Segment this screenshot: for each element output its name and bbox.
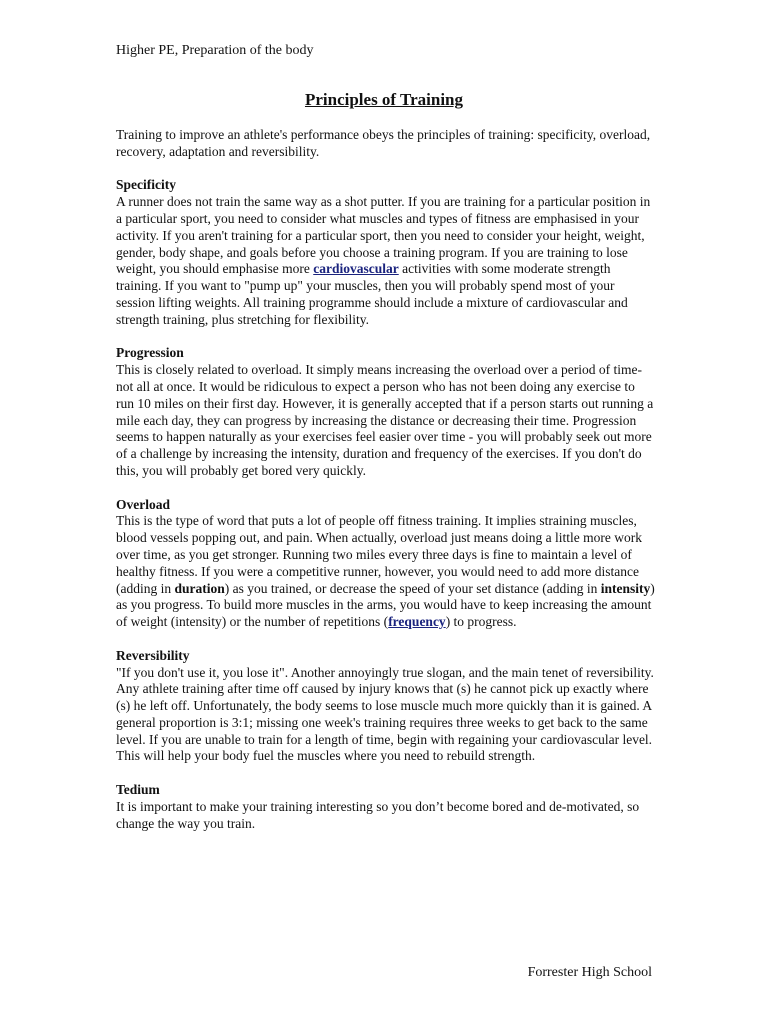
page-header: Higher PE, Preparation of the body xyxy=(116,43,314,58)
section-specificity xyxy=(116,177,656,328)
overload-text-2: ) as you trained, or decrease the speed of your set distance (adding in xyxy=(224,580,601,596)
overload-bold-duration: duration xyxy=(174,580,225,596)
overload-bold-intensity: intensity xyxy=(600,580,651,596)
document-body xyxy=(116,127,656,849)
section-heading-specificity: Specificity xyxy=(116,177,176,193)
section-reversibility xyxy=(116,648,656,766)
specificity-text-1: A runner does not train the same way as a shot putter. If you are training for a particular position in a particular sport, you need to consider what muscles and types of fitness are emphasised in your activity. If you aren't training for a particular sport, then you need to consider your height, weight, gender, body shape, and goals before you choose a training program. If you are training to lose weight, you should emphasise more xyxy=(116,194,651,277)
progression-text: This is closely related to overload. It simply means increasing the overload over a period of time-not all at once. It would be ridiculous to expect a person who has not been doing any exercise to run 10 miles on their first day. However, it is generally accepted that if a person starts out running a mile each day, they can progress by increasing the distance or decreasing their time. Progression seems to happen naturally as your exercises feel easier over time - you will probably seek out more of a challenge by increasing the intensity, duration and frequency of the exercises. If you don't do this, you will probably get bored very quickly. xyxy=(116,362,654,478)
intro-paragraph: Training to improve an athlete's performance obeys the principles of training: specificity, overload, recovery, adaptation and reversibility. xyxy=(116,127,651,159)
section-heading-reversibility: Reversibility xyxy=(116,647,190,663)
cardiovascular-link[interactable]: cardiovascular xyxy=(313,261,399,277)
overload-text-4: ) to progress. xyxy=(445,614,517,630)
frequency-link[interactable]: frequency xyxy=(388,614,446,630)
section-heading-overload: Overload xyxy=(116,496,170,512)
section-heading-progression: Progression xyxy=(116,345,184,361)
tedium-text: It is important to make your training interesting so you don’t become bored and de-motivated, so change the way you train. xyxy=(116,798,640,831)
specificity-text-2: activities with some moderate strength training. If you want to "pump up" your muscles, then you will probably spend most of your session lifting weights. All training programme should include a mixture of cardiovascular and strength training, plus stretching for flexibility. xyxy=(116,261,628,327)
reversibility-text: "If you don't use it, you lose it". Another annoyingly true slogan, and the main tenet of reversibility. Any athlete training after time off caused by injury knows that (s) he cannot pick up exactly where (s) he left off. Unfortunately, the body seems to lose muscle much more quickly than it is gained. A general proportion is 3:1; missing one week's training requires three weeks to get back to the same level. If you are unable to train for a length of time, begin with regaining your cardiovascular level. This will help your body fuel the muscles where you need to rebuild strength. xyxy=(116,664,654,764)
section-overload xyxy=(116,497,656,631)
page-title: Principles of Training xyxy=(304,90,464,109)
page-footer: Forrester High School xyxy=(527,965,652,980)
overload-text-3: ) as you progress. To build more muscles in the arms, you would have to keep increasing the amount of weight (intensity) or the number of repetitions ( xyxy=(116,580,655,630)
section-heading-tedium: Tedium xyxy=(116,782,160,798)
section-progression xyxy=(116,345,656,479)
overload-text-1: This is the type of word that puts a lot of people off fitness training. It implies straining muscles, blood vessels popping out, and pain. When actually, overload just means doing a little more work over time, as you get stronger. Running two miles every three days is fine to maintain a level of healthy fitness. If you were a competitive runner, however, you would need to add more distance (adding in xyxy=(116,513,643,596)
section-tedium xyxy=(116,782,656,832)
